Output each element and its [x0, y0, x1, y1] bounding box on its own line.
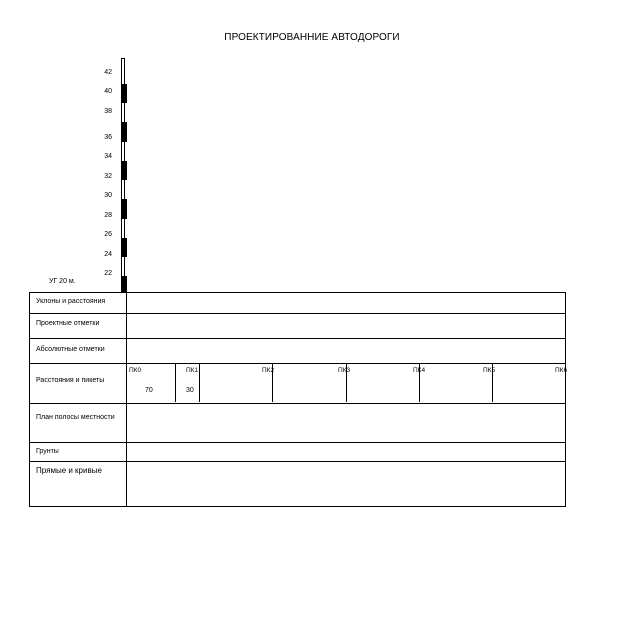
scale-tick: 36 — [104, 134, 112, 141]
picket-label: ПК6 — [555, 367, 568, 374]
picket-label: ПК3 — [338, 367, 351, 374]
scale-tick: 42 — [104, 69, 112, 76]
vertical-scale — [0, 0, 140, 300]
scale-tick: 38 — [104, 108, 112, 115]
picket-divider — [199, 364, 200, 402]
row-label: Абсолютные отметки — [36, 346, 105, 353]
row-absolute-marks — [30, 339, 565, 364]
scale-tick: 30 — [104, 192, 112, 199]
row-distances-pickets — [30, 364, 568, 404]
scale-segment — [121, 122, 127, 142]
row-label: Расстояния и пикеты — [36, 377, 105, 384]
distance-value: 30 — [186, 387, 194, 394]
scale-tick: 32 — [104, 173, 112, 180]
scale-segment — [121, 276, 127, 293]
scale-segment — [121, 199, 127, 219]
picket-label: ПК4 — [413, 367, 426, 374]
scale-tick: 28 — [104, 212, 112, 219]
picket-label: ПК1 — [186, 367, 199, 374]
picket-divider — [175, 364, 176, 402]
row-label: План полосы местности — [36, 414, 115, 421]
scale-segment — [121, 238, 127, 257]
picket-label: ПК0 — [129, 367, 142, 374]
row-label: Проектные отметки — [36, 320, 100, 327]
page-title: ПРОЕКТИРОВАННИЕ АВТОДОРОГИ — [224, 32, 400, 43]
picket-label: ПК5 — [483, 367, 496, 374]
scale-tick: 26 — [104, 231, 112, 238]
scale-segment — [121, 161, 127, 180]
scale-tick: 34 — [104, 153, 112, 160]
row-straights-curves — [30, 462, 565, 506]
row-soils — [30, 443, 565, 462]
distance-value: 70 — [145, 387, 153, 394]
scale-tick: 24 — [104, 251, 112, 258]
scale-tick: 22 — [104, 270, 112, 277]
row-terrain-plan — [30, 404, 565, 443]
row-slopes — [30, 293, 565, 314]
profile-table — [29, 292, 566, 507]
row-label: Грунты — [36, 448, 59, 455]
row-label: Уклоны и расстояния — [36, 298, 106, 305]
row-label: Прямые и кривые — [36, 466, 102, 475]
row-design-marks — [30, 314, 565, 339]
scale-segment — [121, 84, 127, 103]
picket-label: ПК2 — [262, 367, 275, 374]
scale-tick: 40 — [104, 88, 112, 95]
scale-note: УГ 20 м. — [49, 278, 76, 285]
